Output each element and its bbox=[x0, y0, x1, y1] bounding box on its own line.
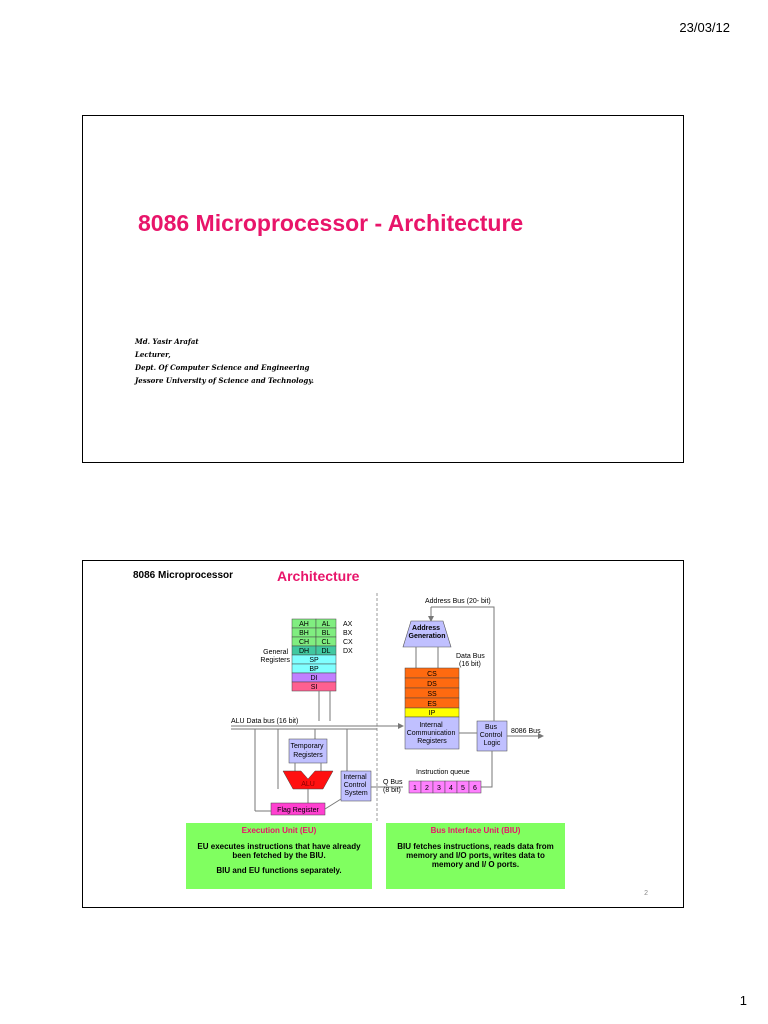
execution-unit-box bbox=[186, 823, 372, 889]
eu-title: Execution Unit (EU) bbox=[241, 826, 317, 835]
q-bus-label: Q Bus (8 bit) bbox=[383, 779, 403, 794]
author-block bbox=[135, 335, 314, 387]
data-bus-label: Data Bus (16 bit) bbox=[456, 653, 485, 668]
reg-si-label: SI bbox=[310, 684, 318, 691]
reg-cs-label: CS bbox=[427, 671, 437, 678]
flag-register-label: Flag Register bbox=[277, 807, 319, 814]
internal-comm-label: Internal Communication Registers bbox=[406, 722, 456, 745]
reg-ax-name: AX bbox=[343, 621, 353, 628]
biu-description: BIU fetches instructions, reads data from memory and I/O ports, writes data to memory and I/ O ports. bbox=[397, 842, 554, 869]
reg-bl-label: BL bbox=[321, 630, 331, 637]
architecture-slide bbox=[82, 560, 684, 908]
reg-dl-label: DL bbox=[321, 648, 331, 655]
queue-cell-2-label: 2 bbox=[425, 785, 429, 792]
slide-number: 2 bbox=[644, 890, 648, 897]
reg-ch-label: CH bbox=[298, 639, 310, 646]
reg-bh-label: BH bbox=[299, 630, 309, 637]
eu-note: BIU and EU functions separately. bbox=[216, 866, 342, 875]
bus-control-label: Bus Control Logic bbox=[479, 724, 503, 747]
svg-text:Address Generation bbox=[409, 625, 446, 640]
reg-ss-label: SS bbox=[427, 691, 437, 698]
biu-title: Bus Interface Unit (BIU) bbox=[430, 826, 521, 835]
alu-data-bus-label: ALU Data bus (16 bit) bbox=[231, 718, 299, 725]
author-department: Dept. Of Computer Science and Engineering bbox=[135, 363, 310, 372]
reg-es-label: ES bbox=[427, 701, 437, 708]
instruction-queue bbox=[409, 781, 481, 793]
pointer-registers bbox=[292, 655, 336, 691]
reg-dh-label: DH bbox=[298, 648, 310, 655]
queue-to-bus-control bbox=[481, 751, 492, 787]
queue-cell-1-label: 1 bbox=[413, 785, 417, 792]
reg-cx-name: CX bbox=[343, 639, 353, 646]
reg-bx-name: BX bbox=[343, 630, 353, 637]
register-pairs bbox=[292, 619, 353, 655]
author-position: Lecturer, bbox=[135, 350, 171, 359]
queue-cell-3-label: 3 bbox=[437, 785, 441, 792]
reg-ah-label: AH bbox=[299, 621, 309, 628]
address-generation-label-2: Generation bbox=[408, 633, 446, 640]
general-registers-label: General Registers bbox=[260, 649, 290, 664]
reg-dx-name: DX bbox=[343, 648, 353, 655]
reg-al-label: AL bbox=[321, 621, 331, 628]
page-date: 23/03/12 bbox=[679, 20, 730, 35]
alu-label: ALU bbox=[301, 781, 315, 788]
control-to-flag bbox=[325, 799, 341, 809]
eu-description: EU executes instructions that have already been fetched by the BIU. bbox=[197, 842, 361, 860]
internal-control-label: Internal Control System bbox=[343, 774, 368, 797]
author-university: Jessore University of Science and Technology. bbox=[135, 376, 314, 385]
reg-ip-label: IP bbox=[428, 710, 436, 717]
reg-bp-label: BP bbox=[309, 666, 319, 673]
address-generation-label: Address bbox=[412, 625, 441, 632]
reg-di-label: DI bbox=[310, 675, 318, 682]
slide-title: 8086 Microprocessor - Architecture bbox=[138, 210, 524, 236]
temporary-registers-label: Temporary Registers bbox=[290, 743, 324, 759]
architecture-diagram bbox=[83, 561, 683, 823]
queue-cell-5-label: 5 bbox=[461, 785, 465, 792]
author-name: Md. Yasir Arafat bbox=[135, 337, 199, 346]
segment-registers bbox=[405, 668, 459, 717]
title-slide bbox=[82, 115, 684, 463]
page-number: 1 bbox=[739, 993, 747, 1008]
bus-8086-label: 8086 Bus bbox=[511, 728, 541, 735]
address-bus-label: Address Bus (20- bit) bbox=[425, 598, 491, 605]
instruction-queue-label: Instruction queue bbox=[416, 769, 470, 776]
reg-sp-label: SP bbox=[309, 657, 319, 664]
queue-cell-4-label: 4 bbox=[449, 785, 453, 792]
bus-interface-unit-box bbox=[386, 823, 565, 889]
slide-title: Architecture bbox=[277, 568, 360, 584]
queue-cell-6-label: 6 bbox=[473, 785, 477, 792]
reg-cl-label: CL bbox=[321, 639, 331, 646]
reg-ds-label: DS bbox=[427, 681, 437, 688]
slide-header: 8086 Microprocessor bbox=[133, 570, 234, 581]
